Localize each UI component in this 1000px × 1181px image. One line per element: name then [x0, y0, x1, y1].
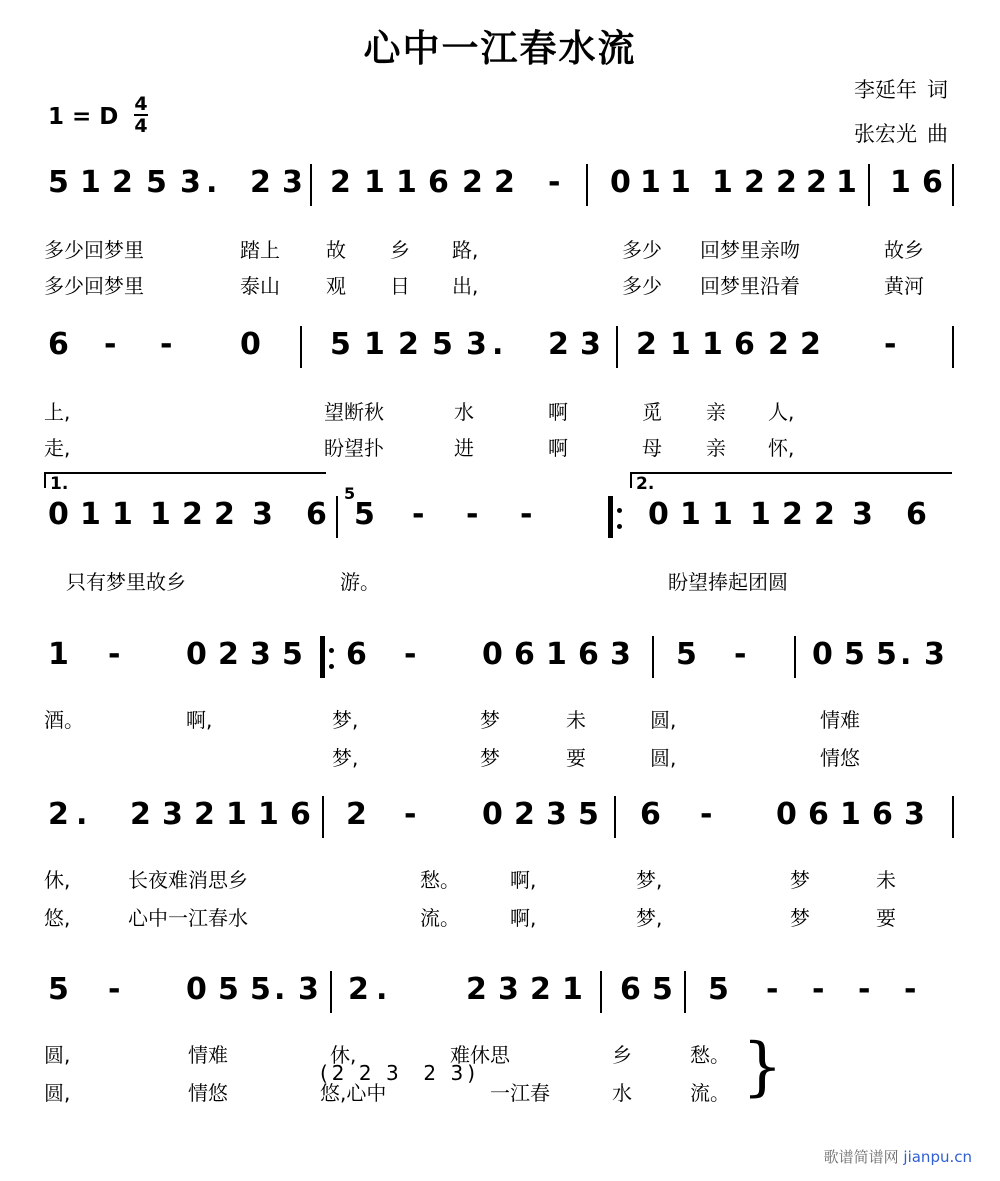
- note: 6: [872, 797, 893, 832]
- lyric-verse-1: 回梦里亲吻: [700, 238, 800, 262]
- lyric-verse-1: 多少: [622, 238, 662, 262]
- note: 1: [226, 797, 247, 832]
- note: 5: [876, 637, 897, 672]
- note: 6: [578, 637, 599, 672]
- repeat-dot: [329, 664, 334, 669]
- barline: [794, 636, 796, 678]
- composer-role: 曲: [927, 122, 948, 146]
- music-system: [0, 637, 1000, 770]
- lyric-verse-2: 悠,: [44, 906, 71, 930]
- note: 2: [48, 797, 69, 832]
- note: 1: [890, 165, 911, 200]
- key-signature: 1 = D: [48, 103, 119, 130]
- note: 6: [922, 165, 943, 200]
- note: 3: [610, 637, 631, 672]
- lyricist-credit: [854, 74, 948, 104]
- lyric-verse-2: 日: [390, 274, 410, 298]
- lyric-verse-1: 难休思: [450, 1043, 510, 1067]
- note: 2: [330, 165, 351, 200]
- note: 0: [48, 497, 69, 532]
- lyric-verse-1: 水: [454, 400, 474, 424]
- lyric-verse-1: 上,: [44, 400, 71, 424]
- note: 5: [432, 327, 453, 362]
- note: 2: [530, 972, 551, 1007]
- note: 2: [194, 797, 215, 832]
- lyric-verse-2: 梦,: [636, 906, 663, 930]
- note: 1: [112, 497, 133, 532]
- note: 6: [640, 797, 661, 832]
- note: 0: [240, 327, 261, 362]
- note: 2: [462, 165, 483, 200]
- note: 3: [298, 972, 319, 1007]
- note: .: [376, 972, 388, 1007]
- lyric-verse-2: 要: [876, 906, 896, 930]
- note: -: [734, 637, 747, 672]
- lyric-verse-1: 故乡: [884, 238, 924, 262]
- note: 2: [744, 165, 765, 200]
- barline: [336, 496, 338, 538]
- barline: [652, 636, 654, 678]
- barline: [614, 796, 616, 838]
- barline: [952, 326, 954, 368]
- note: 0: [812, 637, 833, 672]
- note: 2: [348, 972, 369, 1007]
- lyric-verse-1: 觅: [642, 400, 662, 424]
- note: -: [108, 637, 121, 672]
- note: 2: [214, 497, 235, 532]
- note: 2: [776, 165, 797, 200]
- note: 1: [364, 327, 385, 362]
- note: 1: [150, 497, 171, 532]
- note: 1: [670, 327, 691, 362]
- lyric-verse-2: 情悠: [820, 746, 860, 770]
- volta-bracket: [630, 472, 952, 488]
- lyric-verse-2: 出,: [452, 274, 479, 298]
- note: 0: [482, 637, 503, 672]
- note: -: [412, 497, 425, 532]
- volta-label: 1.: [50, 474, 69, 494]
- barline: [330, 971, 332, 1013]
- note: 5: [676, 637, 697, 672]
- note: 2: [112, 165, 133, 200]
- note: 1: [640, 165, 661, 200]
- lyric-verse-2: 流。: [420, 906, 460, 930]
- note: 5: [708, 972, 729, 1007]
- note: 6: [428, 165, 449, 200]
- note: 5: [578, 797, 599, 832]
- note: 6: [346, 637, 367, 672]
- lyric-verse-2: 进: [454, 436, 474, 460]
- lyric-verse-2: 走,: [44, 436, 71, 460]
- lyric-verse-1: 未: [876, 868, 896, 892]
- lyric-verse-1: 望断秋: [324, 400, 384, 424]
- note: 2: [514, 797, 535, 832]
- lyric-verse-2: 心中一江春水: [128, 906, 248, 930]
- lyric-verse-2: 流。: [690, 1081, 730, 1105]
- note: 3: [162, 797, 183, 832]
- note: 1: [258, 797, 279, 832]
- note: 1: [670, 165, 691, 200]
- note: 5: [330, 327, 351, 362]
- note: 6: [514, 637, 535, 672]
- note: 6: [290, 797, 311, 832]
- note: 3: [180, 165, 201, 200]
- note: 0: [610, 165, 631, 200]
- note: -: [520, 497, 533, 532]
- note: 1: [80, 497, 101, 532]
- note: 6: [808, 797, 829, 832]
- lyric-verse-1: 情难: [188, 1043, 228, 1067]
- note-row: [0, 165, 1000, 222]
- note: 5: [354, 497, 375, 532]
- note: 2: [250, 165, 271, 200]
- lyric-verse-1: 路,: [452, 238, 479, 262]
- note: 3: [924, 637, 945, 672]
- note: 1: [840, 797, 861, 832]
- note: 3: [546, 797, 567, 832]
- lyric-verse-1: 啊: [548, 400, 568, 424]
- lyric-verse-1: 啊,: [186, 708, 213, 732]
- note: -: [858, 972, 871, 1007]
- note: 1: [680, 497, 701, 532]
- note: 6: [48, 327, 69, 362]
- note: 0: [648, 497, 669, 532]
- note: .: [900, 637, 912, 672]
- note: 2: [548, 327, 569, 362]
- time-signature-denominator: 4: [134, 115, 148, 137]
- lyric-verse-1: 休,: [330, 1043, 357, 1067]
- note: 5: [48, 165, 69, 200]
- note: .: [274, 972, 286, 1007]
- repeat-barline: [320, 636, 325, 678]
- lyric-verse-1: 圆,: [650, 708, 677, 732]
- barline: [684, 971, 686, 1013]
- note: 6: [734, 327, 755, 362]
- note: 1: [396, 165, 417, 200]
- lyric-verse-1: 休,: [44, 868, 71, 892]
- lyric-verse-1: 愁。: [420, 868, 460, 892]
- lyric-verse-1: 只有梦里故乡: [66, 570, 186, 594]
- lyric-verse-1: 梦,: [332, 708, 359, 732]
- note: 6: [906, 497, 927, 532]
- watermark-text: 歌谱简谱网: [823, 1148, 899, 1166]
- lyric-verse-2: 啊,: [510, 906, 537, 930]
- note: 2: [782, 497, 803, 532]
- volta-label: 2.: [636, 474, 655, 494]
- lyric-verse-1: 啊,: [510, 868, 537, 892]
- note: 3: [466, 327, 487, 362]
- note: 2: [346, 797, 367, 832]
- note: 2: [814, 497, 835, 532]
- note: -: [904, 972, 917, 1007]
- note-row: [0, 637, 1000, 694]
- watermark-url: jianpu.cn: [903, 1148, 972, 1166]
- lyricist-role: 词: [927, 78, 948, 102]
- note: -: [548, 165, 561, 200]
- barline: [586, 164, 588, 206]
- note: 5: [48, 972, 69, 1007]
- music-system: [0, 474, 1000, 594]
- lyric-verse-2: 梦,: [332, 746, 359, 770]
- note: -: [108, 972, 121, 1007]
- note-row: [0, 797, 1000, 854]
- lyric-verse-2: 盼望扑: [324, 436, 384, 460]
- lyric-verse-2: 怀,: [768, 436, 795, 460]
- key-and-meter: [48, 93, 148, 137]
- note: 1: [562, 972, 583, 1007]
- alternate-notes: (2 2 3 2 3): [320, 1061, 480, 1085]
- barline: [300, 326, 302, 368]
- lyric-verse-1: 游。: [340, 570, 380, 594]
- note: 5: [146, 165, 167, 200]
- note: 0: [186, 637, 207, 672]
- lyric-verse-2: 梦: [480, 746, 500, 770]
- lyric-verse-1: 踏上: [240, 238, 280, 262]
- note: 3: [250, 637, 271, 672]
- lyric-verse-1: 梦: [790, 868, 810, 892]
- time-signature: [134, 95, 147, 136]
- note: .: [492, 327, 504, 362]
- note: -: [404, 797, 417, 832]
- lyric-verse-2: 梦: [790, 906, 810, 930]
- note: 3: [252, 497, 273, 532]
- note: 3: [498, 972, 519, 1007]
- note: 0: [186, 972, 207, 1007]
- barline: [952, 164, 954, 206]
- lyric-verse-2: 圆,: [44, 1081, 71, 1105]
- note: 6: [620, 972, 641, 1007]
- lyric-verse-2: 圆,: [650, 746, 677, 770]
- composer-credit: [854, 118, 948, 148]
- note: 0: [776, 797, 797, 832]
- note: 2: [218, 637, 239, 672]
- composer-name: 张宏光: [854, 122, 917, 146]
- note: 2: [806, 165, 827, 200]
- note: -: [466, 497, 479, 532]
- lyric-brace: }: [742, 1030, 783, 1104]
- page-title: 心中一江春水流: [363, 27, 637, 70]
- note: 2: [800, 327, 821, 362]
- note: -: [404, 637, 417, 672]
- note: -: [766, 972, 779, 1007]
- lyric-verse-2: 回梦里沿着: [700, 274, 800, 298]
- lyric-verse-1: 乡: [390, 238, 410, 262]
- note: -: [104, 327, 117, 362]
- volta-bracket: [44, 472, 326, 488]
- note: -: [700, 797, 713, 832]
- lyric-verse-1: 未: [566, 708, 586, 732]
- note: -: [812, 972, 825, 1007]
- lyric-verse-1: 多少回梦里: [44, 238, 144, 262]
- lyric-verse-2: 黄河: [884, 274, 924, 298]
- note: 2: [182, 497, 203, 532]
- note: 1: [712, 165, 733, 200]
- lyric-verse-1: 愁。: [690, 1043, 730, 1067]
- repeat-barline: [608, 496, 613, 538]
- note: 1: [836, 165, 857, 200]
- repeat-dot: [617, 524, 622, 529]
- lyric-verse-2: 悠,心中: [320, 1081, 387, 1105]
- barline: [616, 326, 618, 368]
- note: 5: [250, 972, 271, 1007]
- music-system: [0, 972, 1000, 1105]
- note: 3: [904, 797, 925, 832]
- lyric-verse-2: 母: [642, 436, 662, 460]
- time-signature-numerator: 4: [134, 93, 148, 115]
- lyric-verse-1: 梦: [480, 708, 500, 732]
- lyric-verse-2: 多少回梦里: [44, 274, 144, 298]
- lyric-verse-1: 故: [326, 238, 346, 262]
- barline: [310, 164, 312, 206]
- music-system: [0, 797, 1000, 930]
- note: 5: [218, 972, 239, 1007]
- note: -: [884, 327, 897, 362]
- note: 2: [636, 327, 657, 362]
- note: 2: [494, 165, 515, 200]
- music-system: [0, 165, 1000, 298]
- note: 2: [768, 327, 789, 362]
- lyricist-name: 李延年: [854, 78, 917, 102]
- lyric-verse-2: 泰山: [240, 274, 280, 298]
- lyric-verse-1: 盼望捧起团圆: [668, 570, 788, 594]
- barline: [868, 164, 870, 206]
- lyric-verse-1: 长夜难消思乡: [128, 868, 248, 892]
- lyric-verse-1: 酒。: [44, 708, 84, 732]
- note: 2: [398, 327, 419, 362]
- repeat-dot: [329, 648, 334, 653]
- note: 2: [466, 972, 487, 1007]
- note: 2: [130, 797, 151, 832]
- lyric-verse-2: 观: [326, 274, 346, 298]
- barline: [952, 796, 954, 838]
- lyric-verse-2: 情悠: [188, 1081, 228, 1105]
- barline: [600, 971, 602, 1013]
- note: 0: [482, 797, 503, 832]
- note: 3: [580, 327, 601, 362]
- note: 5: [844, 637, 865, 672]
- note: 6: [306, 497, 327, 532]
- note-row: [0, 474, 1000, 554]
- lyric-verse-2: 亲: [706, 436, 726, 460]
- note: 3: [852, 497, 873, 532]
- lyric-verse-1: 梦,: [636, 868, 663, 892]
- site-watermark: [824, 1146, 972, 1167]
- note: 1: [750, 497, 771, 532]
- music-system: [0, 327, 1000, 460]
- lyric-verse-1: 圆,: [44, 1043, 71, 1067]
- note: 5: [652, 972, 673, 1007]
- lyric-verse-1: 人,: [768, 400, 795, 424]
- repeat-dot: [617, 508, 622, 513]
- note: 1: [48, 637, 69, 672]
- barline: [322, 796, 324, 838]
- note: 1: [546, 637, 567, 672]
- note: 1: [80, 165, 101, 200]
- note: 1: [364, 165, 385, 200]
- lyric-verse-1: 情难: [820, 708, 860, 732]
- lyric-verse-2: 要: [566, 746, 586, 770]
- note: 3: [282, 165, 303, 200]
- note: 5: [282, 637, 303, 672]
- note-row: [0, 972, 1000, 1029]
- lyric-verse-2: 多少: [622, 274, 662, 298]
- note: -: [160, 327, 173, 362]
- lyric-verse-1: 乡: [612, 1043, 632, 1067]
- note: 1: [702, 327, 723, 362]
- lyric-verse-2: 水: [612, 1081, 632, 1105]
- lyric-verse-1: 亲: [706, 400, 726, 424]
- note: .: [76, 797, 88, 832]
- lyric-verse-2: 一江春: [490, 1081, 550, 1105]
- note: 1: [712, 497, 733, 532]
- lyric-verse-2: 啊: [548, 436, 568, 460]
- note: .: [206, 165, 218, 200]
- grace-note: 5: [344, 484, 356, 503]
- note-row: [0, 327, 1000, 384]
